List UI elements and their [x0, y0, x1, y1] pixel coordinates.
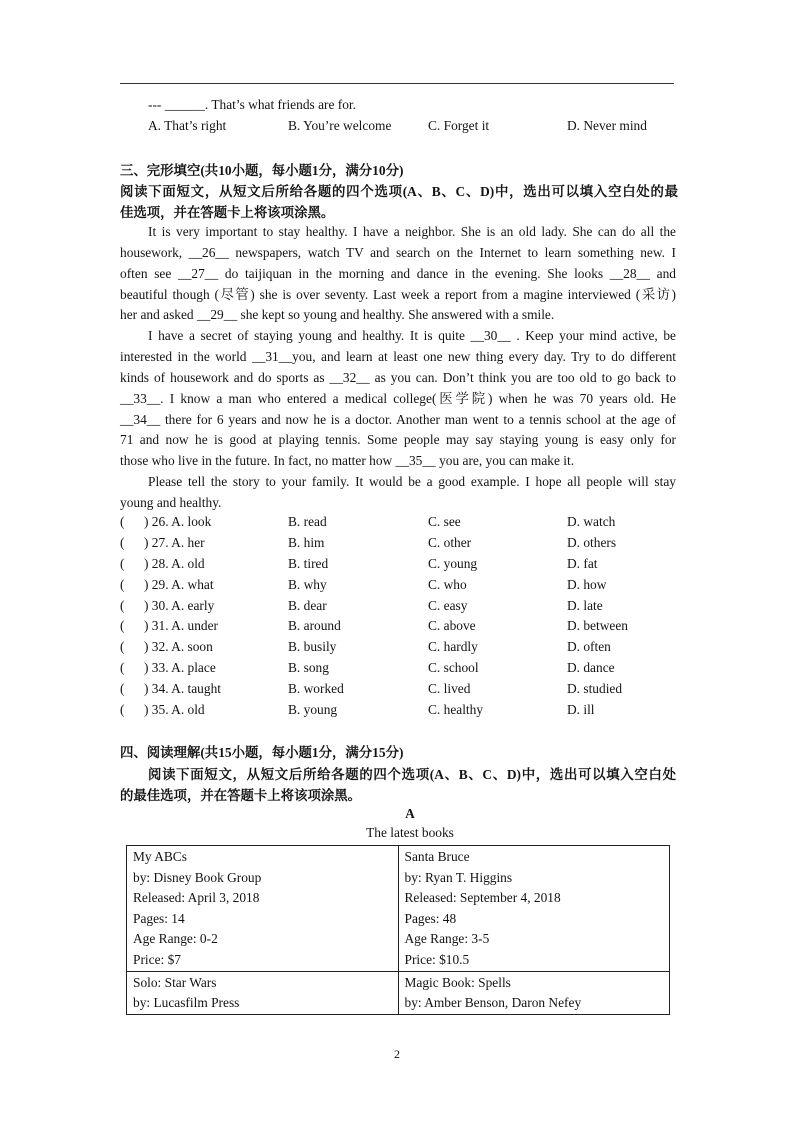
- passage-label: A: [405, 806, 415, 821]
- prev-option-b: B. You’re welcome: [288, 118, 392, 133]
- passage-line: her and asked __29__ she kept so young and healthy. She answered with a smile.: [120, 307, 555, 322]
- section3-instruction-2: 佳选项，并在答题卡上将该项涂黑。: [120, 205, 335, 220]
- passage-line: It is very important to stay healthy. I have a neighbor. She is an old lady. She can do all the: [148, 224, 676, 239]
- book-cell: [127, 971, 399, 1014]
- book-cell: [398, 846, 670, 972]
- passage-line: __34__ there for 6 years and now he is a doctor. Another man went to a tennis school at the age of: [120, 412, 676, 427]
- question-row: ( ) 33. A. place B. song C. school D. dance: [120, 658, 680, 678]
- passage-line: beautiful though (尽管) she is over seventy. Last week a report from a magine interviewed (采访): [120, 287, 676, 302]
- book-price: Price: $7: [133, 951, 181, 967]
- section4-instruction-2: 的最佳选项，并在答题卡上将该项涂黑。: [120, 788, 362, 803]
- passage-line: housework, __26__ newspapers, watch TV and search on the Internet to learn something new. I: [120, 245, 676, 260]
- book-cell: [127, 846, 399, 972]
- page-number: 2: [394, 1047, 400, 1061]
- book-author: by: Ryan T. Higgins: [404, 869, 513, 885]
- section4-title: 四、阅读理解(共15小题，每小题1分，满分15分): [120, 745, 404, 760]
- answer-blank[interactable]: (: [120, 618, 125, 633]
- question-row: ( ) 30. A. early B. dear C. easy D. late: [120, 596, 680, 616]
- table-title: The latest books: [366, 825, 454, 840]
- book-author: by: Disney Book Group: [133, 869, 262, 885]
- book-age-range: Age Range: 0-2: [133, 931, 218, 947]
- passage-line: Please tell the story to your family. It would be a good example. I hope all people will stay: [148, 474, 676, 489]
- question-row: ( ) 31. A. under B. around C. above D. between: [120, 616, 680, 636]
- passage-line: interested in the world __31__you, and learn at least one new thing every day. Try to do different: [120, 349, 676, 364]
- passage-line: those who live in the future. In fact, no matter how __35__ you are, you can make it.: [120, 453, 575, 468]
- book-title: Santa Bruce: [404, 849, 470, 864]
- book-pages: Pages: 14: [133, 910, 185, 926]
- question-row: ( ) 32. A. soon B. busily C. hardly D. often: [120, 637, 680, 657]
- prev-question-stem: --- ______. That’s what friends are for.: [148, 97, 356, 112]
- answer-blank[interactable]: (: [120, 681, 125, 696]
- section3-instruction-1: 阅读下面短文，从短文后所给各题的四个选项(A、B、C、D)中，选出可以填入空白处的最: [120, 184, 678, 199]
- answer-blank[interactable]: (: [120, 514, 125, 529]
- answer-blank[interactable]: (: [120, 660, 125, 675]
- passage-line: young and healthy.: [120, 495, 222, 510]
- book-title: Magic Book: Spells: [404, 974, 511, 990]
- table-row: [127, 971, 670, 1014]
- prev-option-c: C. Forget it: [428, 118, 490, 133]
- header-rule: [120, 83, 674, 84]
- question-row: ( ) 28. A. old B. tired C. young D. fat: [120, 554, 680, 574]
- book-released: Released: April 3, 2018: [133, 890, 260, 906]
- book-price: Price: $10.5: [404, 951, 470, 967]
- book-released: Released: September 4, 2018: [404, 890, 561, 906]
- answer-blank[interactable]: (: [120, 535, 125, 550]
- section3-title: 三、完形填空(共10小题，每小题1分，满分10分): [120, 163, 404, 178]
- question-row: ( ) 29. A. what B. why C. who D. how: [120, 575, 680, 595]
- question-row: ( ) 27. A. her B. him C. other D. others: [120, 533, 680, 553]
- book-title: My ABCs: [133, 849, 187, 864]
- book-pages: Pages: 48: [404, 910, 457, 926]
- answer-blank[interactable]: (: [120, 556, 125, 571]
- book-cell: [398, 971, 670, 1014]
- books-table: [126, 845, 670, 1015]
- passage-line: kinds of housework and do sports as __32__ as you can. Don’t think you are too old to go back to: [120, 370, 676, 385]
- prev-option-d: D. Never mind: [567, 118, 647, 133]
- book-author: by: Lucasfilm Press: [133, 995, 240, 1011]
- section4-instruction-1: 阅读下面短文，从短文后所给各题的四个选项(A、B、C、D)中，选出可以填入空白处: [148, 767, 676, 782]
- passage-line: __33__. I know a man who entered a medical college(医学院) when he was 70 years old. He: [120, 391, 676, 406]
- answer-blank[interactable]: (: [120, 598, 125, 613]
- book-author: by: Amber Benson, Daron Nefey: [404, 995, 582, 1011]
- question-row: ( ) 26. A. look B. read C. see D. watch: [120, 512, 680, 532]
- passage-line: 71 and now he is good at playing tennis. Some people may say staying young is easy only for: [120, 432, 676, 447]
- book-title: Solo: Star Wars: [133, 974, 217, 990]
- passage-line: often see __27__ do taijiquan in the morning and dance in the evening. She looks __28__ and: [120, 266, 676, 281]
- passage-line: I have a secret of staying young and healthy. It is quite __30__ . Keep your mind active, be: [148, 328, 676, 343]
- answer-blank[interactable]: (: [120, 639, 125, 654]
- answer-blank[interactable]: (: [120, 577, 125, 592]
- question-row: ( ) 34. A. taught B. worked C. lived D. studied: [120, 679, 680, 699]
- prev-option-a: A. That’s right: [148, 118, 227, 133]
- book-age-range: Age Range: 3-5: [404, 931, 490, 947]
- table-row: [127, 846, 670, 972]
- question-row: ( ) 35. A. old B. young C. healthy D. ill: [120, 700, 680, 720]
- answer-blank[interactable]: (: [120, 702, 125, 717]
